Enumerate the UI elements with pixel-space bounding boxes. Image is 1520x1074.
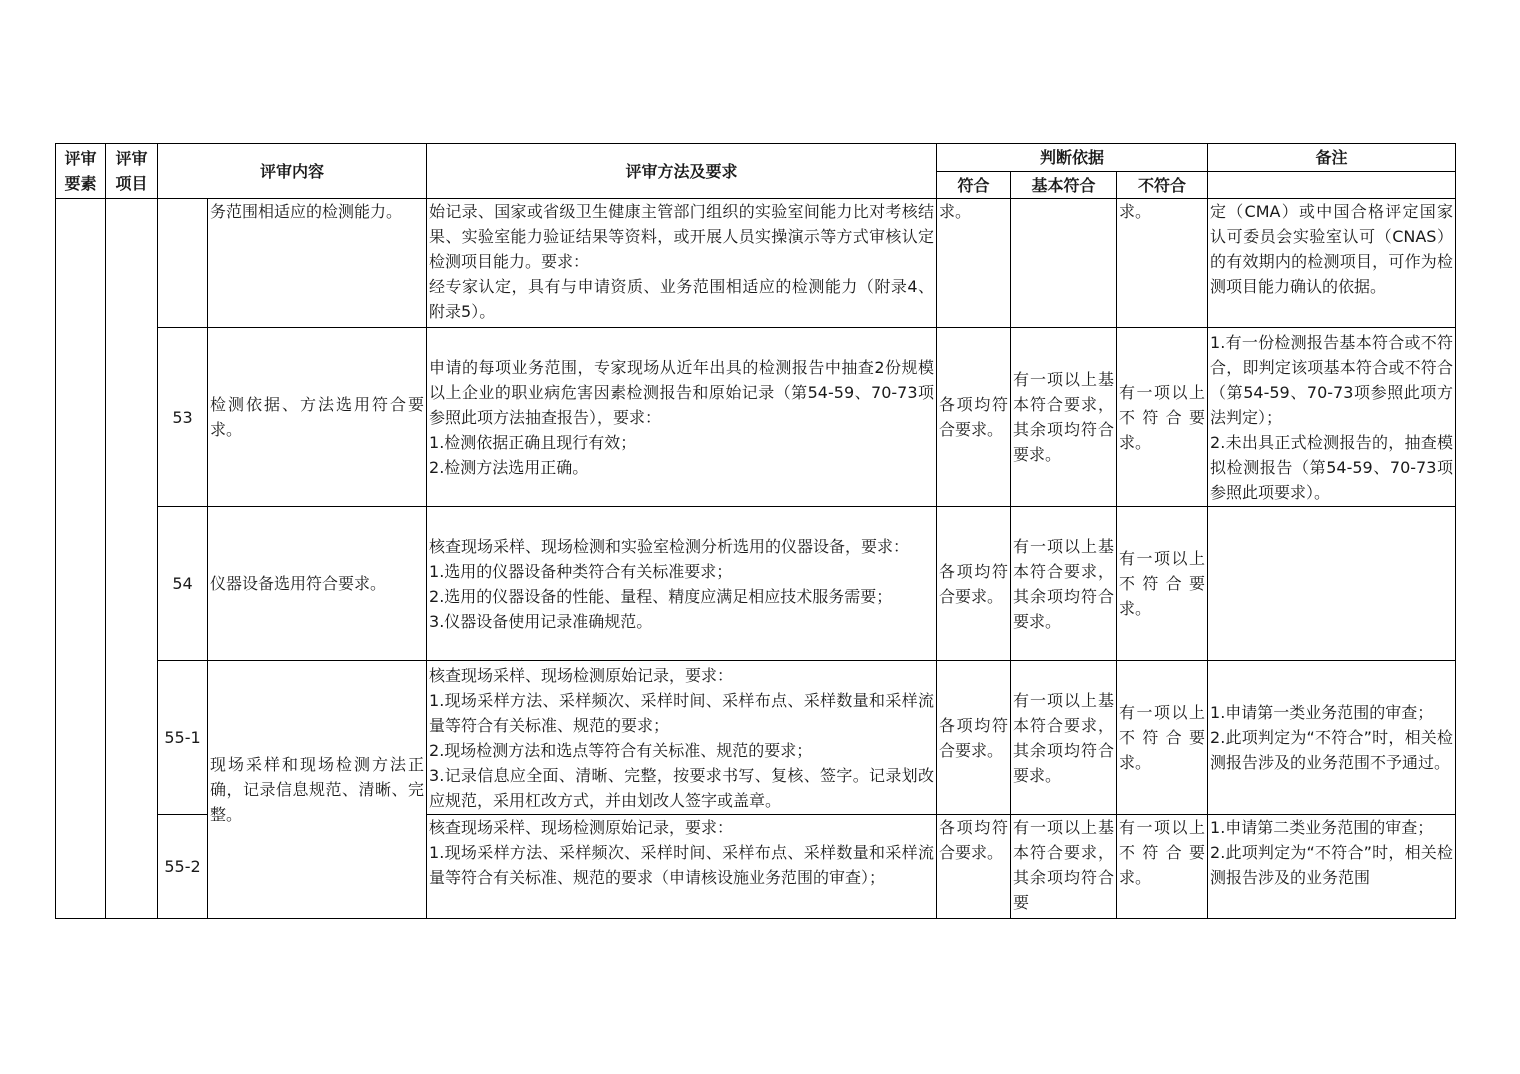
remarks: 定（CMA）或中国合格评定国家认可委员会实验室认可（CNAS）的有效期内的检测项目，可作为检测项目能力确认的依据。 <box>1208 199 1456 328</box>
remarks <box>1208 507 1456 661</box>
header-review-element: 评审 要素 <box>56 144 106 199</box>
judge-conform: 各项均符合要求。 <box>937 507 1011 661</box>
table-row <box>56 507 1456 661</box>
header-remarks-blank <box>1208 172 1456 199</box>
header-review-item: 评审 项目 <box>106 144 158 199</box>
table-row <box>56 661 1456 815</box>
header-review-content: 评审内容 <box>158 144 427 199</box>
judge-basic-conform: 有一项以上基本符合要求，其余项均符合要求。 <box>1011 507 1117 661</box>
review-content: 务范围相适应的检测能力。 <box>208 199 427 328</box>
review-method: 核查现场采样、现场检测原始记录，要求： 1.现场采样方法、采样频次、采样时间、采样布点、采样数量和采样流量等符合有关标准、规范的要求（申请核设施业务范围的审查）； <box>427 815 937 919</box>
review-table <box>55 143 1456 919</box>
judge-basic-conform: 有一项以上基本符合要求，其余项均符合要 <box>1011 815 1117 919</box>
table-row <box>56 328 1456 507</box>
review-content: 仪器设备选用符合要求。 <box>208 507 427 661</box>
item-number: 53 <box>158 328 208 507</box>
judge-conform: 各项均符合要求。 <box>937 661 1011 815</box>
judge-conform: 各项均符合要求。 <box>937 328 1011 507</box>
review-method: 核查现场采样、现场检测原始记录，要求： 1.现场采样方法、采样频次、采样时间、采样布点、采样数量和采样流量等符合有关标准、规范的要求； 2.现场检测方法和选点等符合有关标准、规范的要求； 3.记录信息应全面、清晰、完整，按要求书写、复核、签字。记录划改应规范，采用杠改方式，并由划改人签字或盖章。 <box>427 661 937 815</box>
judge-basic-conform: 有一项以上基本符合要求，其余项均符合要求。 <box>1011 661 1117 815</box>
review-method: 始记录、国家或省级卫生健康主管部门组织的实验室间能力比对考核结果、实验室能力验证结果等资料，或开展人员实操演示等方式审核认定检测项目能力。要求： 经专家认定，具有与申请资质、业务范围相适应的检测能力（附录4、附录5）。 <box>427 199 937 328</box>
judge-nonconform: 有一项以上不符合要求。 <box>1117 815 1208 919</box>
review-content: 现场采样和现场检测方法正确，记录信息规范、清晰、完整。 <box>208 661 427 919</box>
item-number: 55-2 <box>158 815 208 919</box>
item-number <box>158 199 208 328</box>
judge-conform: 求。 <box>937 199 1011 328</box>
header-judge-conform: 符合 <box>937 172 1011 199</box>
header-remarks: 备注 <box>1208 144 1456 172</box>
remarks: 1.有一份检测报告基本符合或不符合，即判定该项基本符合或不符合（第54-59、70-73项参照此项方法判定）； 2.未出具正式检测报告的，抽查模拟检测报告（第54-59、70-73项参照此项要求）。 <box>1208 328 1456 507</box>
item-number: 54 <box>158 507 208 661</box>
review-method: 核查现场采样、现场检测和实验室检测分析选用的仪器设备，要求： 1.选用的仪器设备种类符合有关标准要求； 2.选用的仪器设备的性能、量程、精度应满足相应技术服务需要； 3.仪器设备使用记录准确规范。 <box>427 507 937 661</box>
table-row <box>56 199 1456 328</box>
judge-basic-conform <box>1011 199 1117 328</box>
header-judge-basic-conform: 基本符合 <box>1011 172 1117 199</box>
judge-nonconform: 求。 <box>1117 199 1208 328</box>
review-item-cell <box>106 199 158 919</box>
item-number: 55-1 <box>158 661 208 815</box>
judge-nonconform: 有一项以上不符合要求。 <box>1117 507 1208 661</box>
header-judge-nonconform: 不符合 <box>1117 172 1208 199</box>
header-judgement-basis: 判断依据 <box>937 144 1208 172</box>
header-review-method: 评审方法及要求 <box>427 144 937 199</box>
judge-nonconform: 有一项以上不符合要求。 <box>1117 661 1208 815</box>
review-method: 申请的每项业务范围，专家现场从近年出具的检测报告中抽查2份规模以上企业的职业病危害因素检测报告和原始记录（第54-59、70-73项参照此项方法抽查报告），要求： 1.检测依据正确且现行有效； 2.检测方法选用正确。 <box>427 328 937 507</box>
judge-conform: 各项均符合要求。 <box>937 815 1011 919</box>
review-element-cell <box>56 199 106 919</box>
review-content: 检测依据、方法选用符合要求。 <box>208 328 427 507</box>
remarks: 1.申请第二类业务范围的审查； 2.此项判定为“不符合”时，相关检测报告涉及的业务范围 <box>1208 815 1456 919</box>
judge-basic-conform: 有一项以上基本符合要求，其余项均符合要求。 <box>1011 328 1117 507</box>
remarks: 1.申请第一类业务范围的审查； 2.此项判定为“不符合”时，相关检测报告涉及的业务范围不予通过。 <box>1208 661 1456 815</box>
judge-nonconform: 有一项以上不符合要求。 <box>1117 328 1208 507</box>
